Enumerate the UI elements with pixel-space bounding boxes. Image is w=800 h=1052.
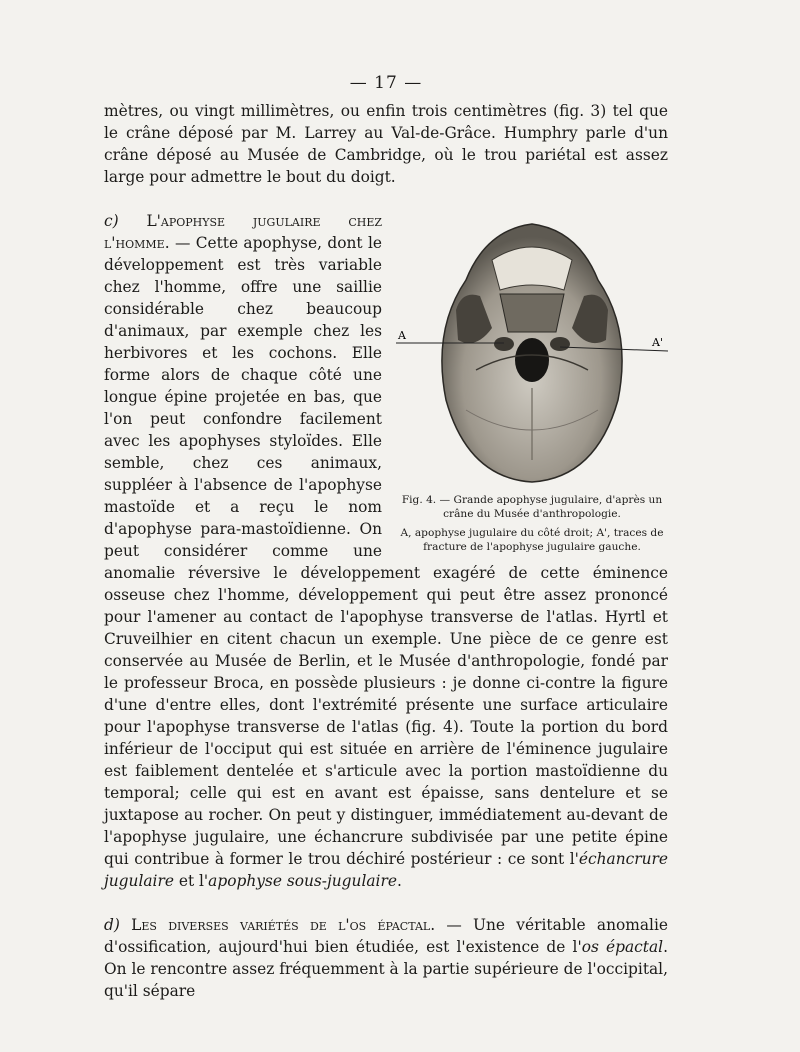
page-number: — 17 — xyxy=(349,73,423,93)
section-c-mid: et l' xyxy=(173,872,209,890)
figure-4 xyxy=(396,220,668,554)
page xyxy=(104,72,668,1002)
figure-caption-detail: A, apophyse jugulaire du côté droit; A', traces de fracture de l'apophyse jugulaire gauche. xyxy=(400,527,664,553)
section-d-heading: Les diverses variétés de l'os épactal. xyxy=(131,916,436,934)
label-a-prime: A' xyxy=(652,336,663,349)
section-d-text-1: — Une véritable anomalie d'ossification, aujourd'hui bien étudiée, est l'existence de l' xyxy=(104,916,668,956)
section-d xyxy=(104,914,668,1002)
section-c-text: — Cette apophyse, dont le développement est très variable chez l'homme, offre une saillie considérable chez beaucoup d'animaux, par exemple chez les herbivores et les cochons. Elle forme alors de chaque côté une longue épine projetée en bas, que l'on peut confondre facilement avec les apophyses styloïdes. Elle semble, chez ces animaux, suppléer à l'absence de l'apophyse mastoïde et a reçu le nom d'apophyse para-mastoïdienne. On peut considérer comme une anomalie réversive le développement exagéré de cette éminence osseuse chez l'homme, développement qui peut être assez prononcé pour l'amener au contact de l'apophyse transverse de l'atlas. Hyrtl et Cruveilhier en citent chacun un exemple. Une pièce de ce genre est conservée au Musée de Berlin, et le Musée d'anthropologie, fondé par le professeur Broca, en possède plusieurs : je donne ci-contre la figure d'une d'entre elles, dont l'extrémité présente une surface articulaire pour l'apophyse transverse de l'atlas (fig. 4). Toute la portion du bord inférieur de l'occiput qui est située en arrière de l'éminence jugulaire est faiblement dentelée et s'articule avec la portion mastoïdienne du temporal; celle qui est en avant est épaisse, sans dentelure et se juxtapose au rocher. On peut y distinguer, immédiatement au-devant de l'apophyse jugulaire, une échancrure subdivisée par une petite épine qui contribue à former le trou déchiré postérieur : ce sont l' xyxy=(104,234,668,868)
skull-base-illustration xyxy=(396,220,668,490)
section-d-letter: d) xyxy=(104,916,120,934)
label-a: A xyxy=(398,329,406,342)
section-d-text-2: . On le rencontre assez fréquemment à la partie supérieure de l'occipital, qu'il sépare xyxy=(104,938,668,1000)
section-c-letter: c) xyxy=(104,212,119,230)
term-os-epactal: os épactal xyxy=(581,938,664,956)
section-c-end: . xyxy=(396,872,402,890)
paragraph-cranial-foramen: mètres, ou vingt millimètres, ou enfin trois centimètres (fig. 3) tel que le crâne déposé par M. Larrey au Val-de-Grâce. Humphry parle d'un crâne déposé au Musée de Cambridge, où le trou pariétal est assez large pour admettre le bout du doigt. xyxy=(104,102,668,186)
section-c-heading: L'apophyse jugulaire chez l'homme. xyxy=(104,212,382,252)
term-subjugular-process: apophyse sous-jugulaire xyxy=(208,872,397,890)
figure-caption-title: Fig. 4. — Grande apophyse jugulaire, d'après un crâne du Musée d'anthropologie. xyxy=(401,494,663,520)
term-jugular-notch: échancrure jugulaire xyxy=(104,850,668,890)
